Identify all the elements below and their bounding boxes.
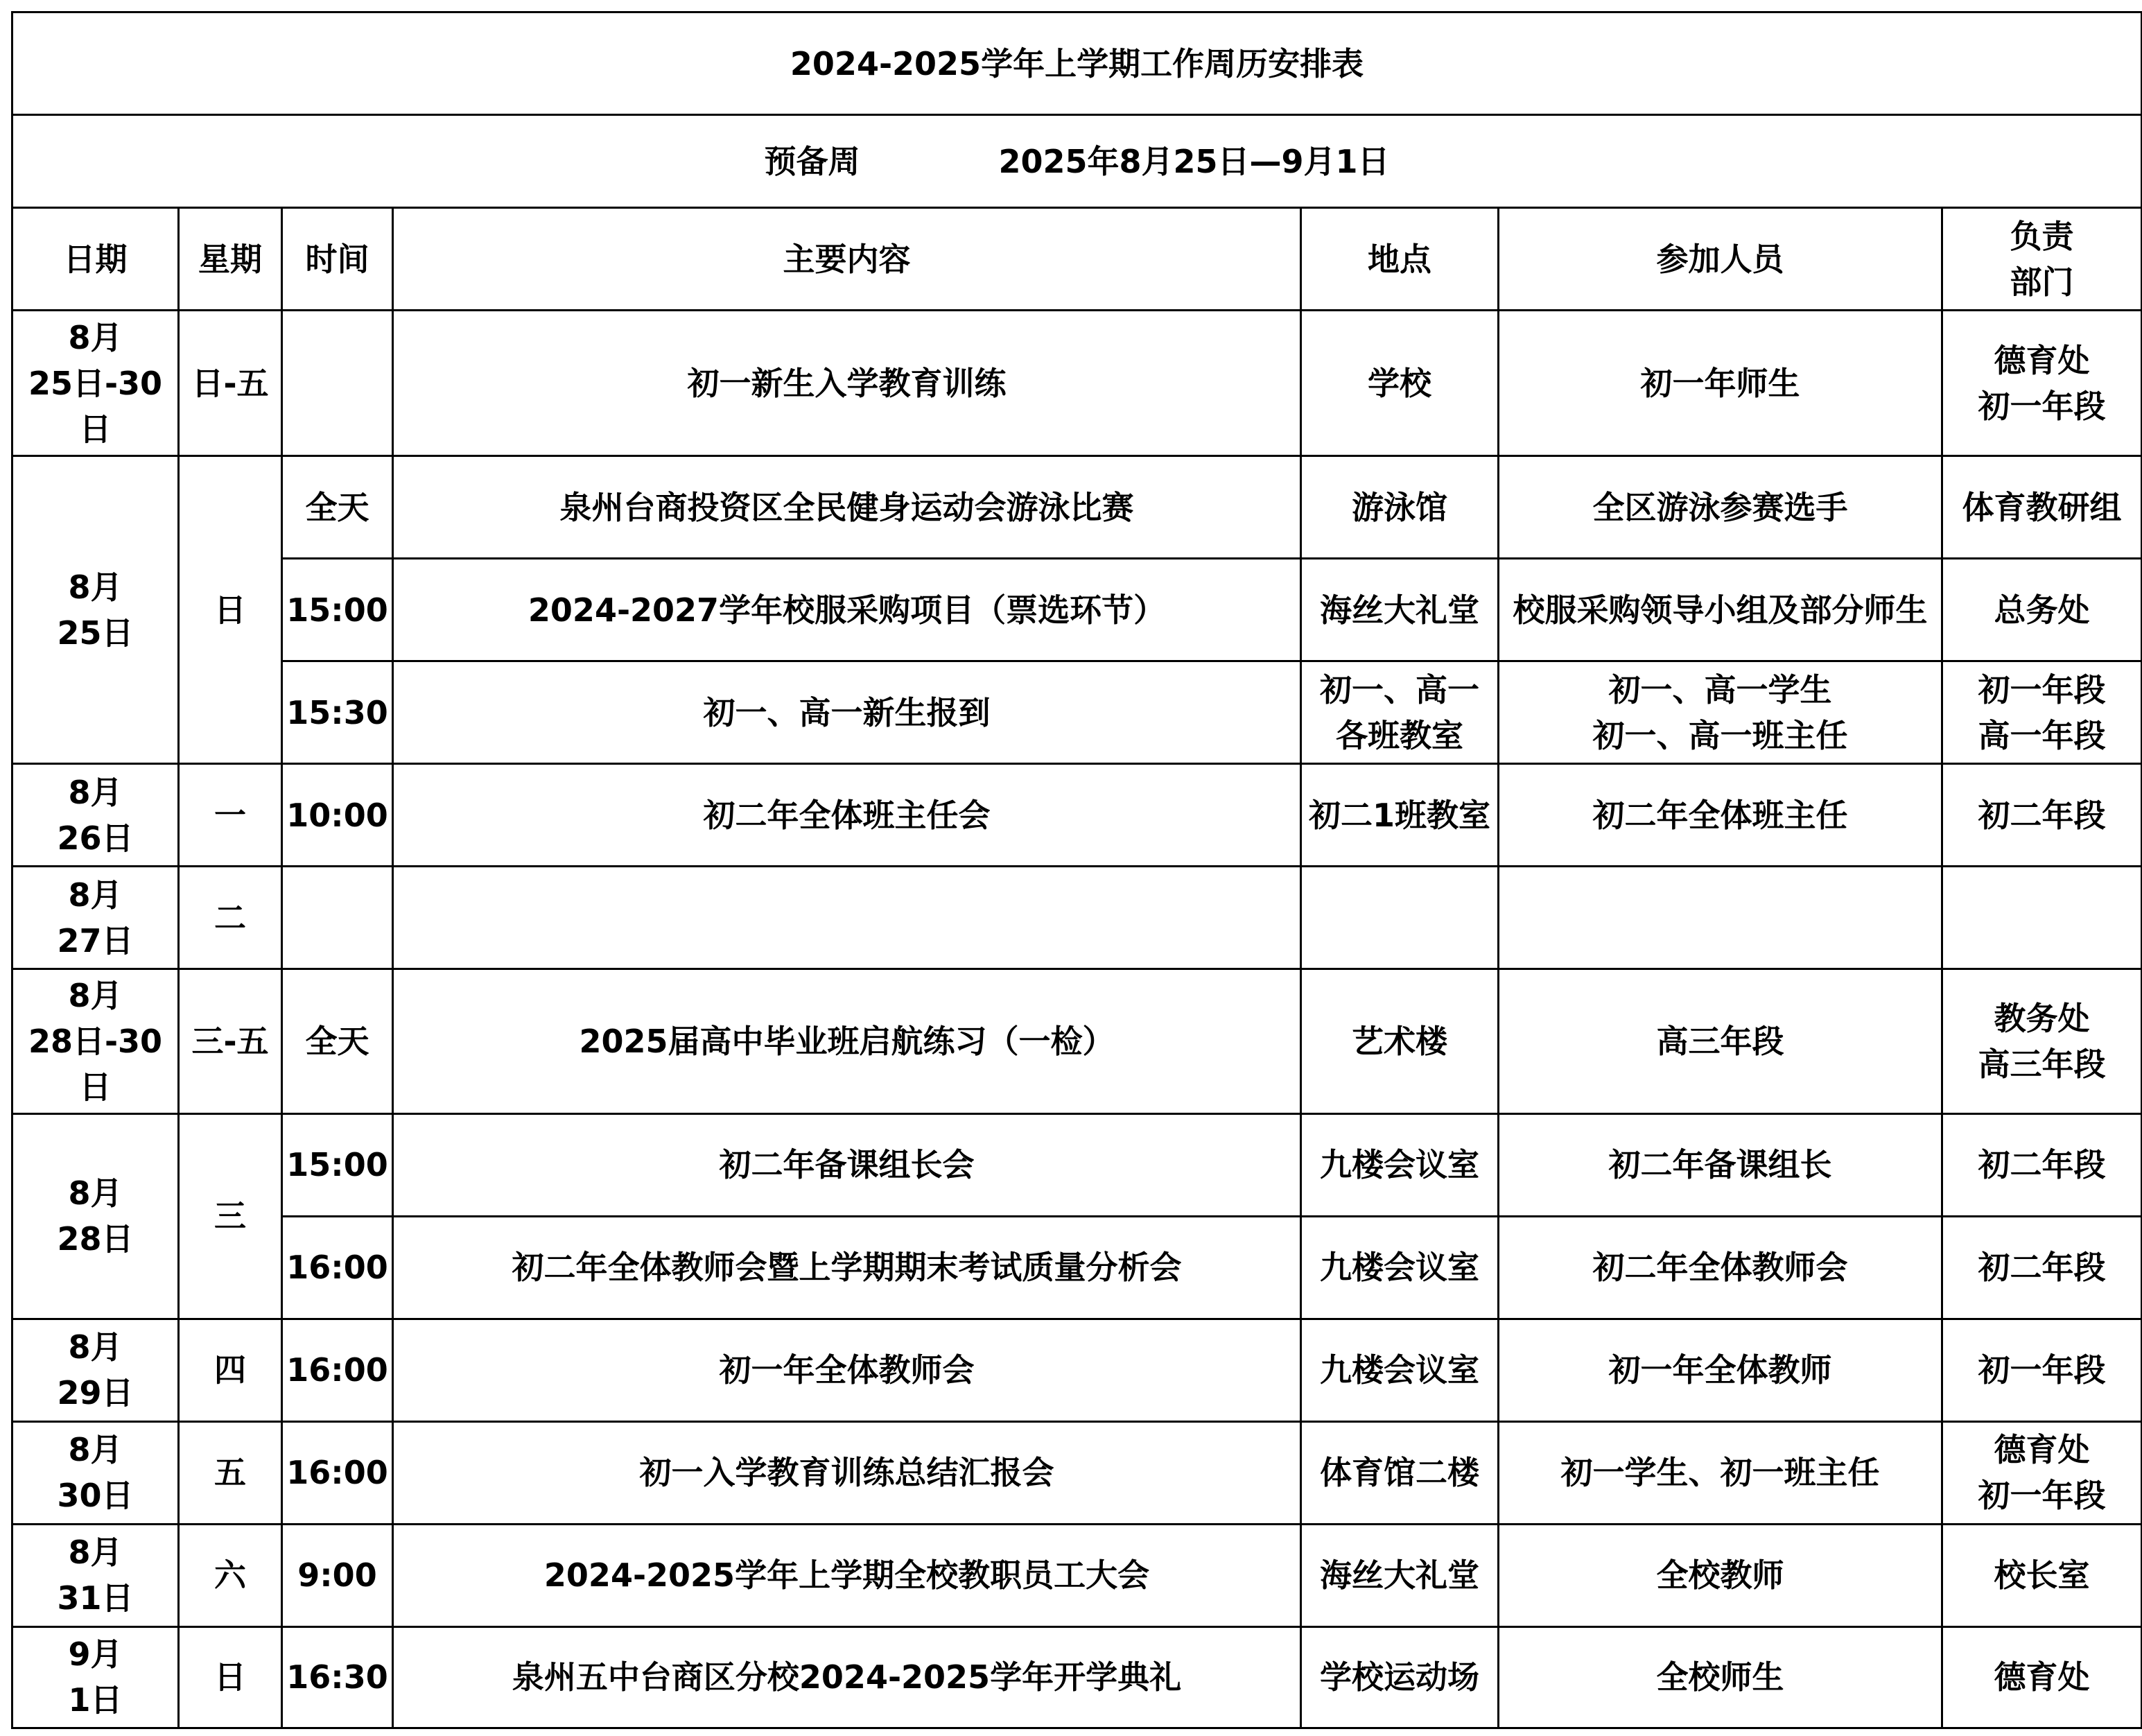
cell-participants: 全区游泳参赛选手 [1499, 456, 1942, 559]
table-row [12, 969, 2142, 1113]
table-row [12, 1113, 2142, 1216]
cell-participants [1499, 867, 1942, 969]
cell-weekday: 日 [179, 1626, 282, 1728]
cell-time: 全天 [282, 456, 393, 559]
cell-time: 16:00 [282, 1216, 393, 1319]
week-range: 2025年8月25日—9月1日 [998, 142, 1390, 180]
cell-participants: 高三年段 [1499, 969, 1942, 1113]
cell-place: 学校运动场 [1301, 1626, 1499, 1728]
cell-weekday: 日 [179, 456, 282, 764]
cell-dept: 体育教研组 [1942, 456, 2142, 559]
cell-dept: 初一年段 [1942, 1319, 2142, 1421]
cell-weekday: 五 [179, 1421, 282, 1524]
cell-weekday: 二 [179, 867, 282, 969]
header-weekday: 星期 [179, 208, 282, 311]
cell-dept: 校长室 [1942, 1524, 2142, 1626]
cell-content: 初二年备课组长会 [393, 1113, 1301, 1216]
cell-place: 九楼会议室 [1301, 1319, 1499, 1421]
cell-dept: 初二年段 [1942, 1113, 2142, 1216]
table-row [12, 1216, 2142, 1319]
cell-participants: 校服采购领导小组及部分师生 [1499, 559, 1942, 661]
cell-weekday: 三 [179, 1113, 282, 1319]
header-place: 地点 [1301, 208, 1499, 311]
cell-place: 初一、高一 各班教室 [1301, 661, 1499, 764]
cell-dept: 初一年段 高一年段 [1942, 661, 2142, 764]
cell-dept: 初二年段 [1942, 764, 2142, 867]
header-time: 时间 [282, 208, 393, 311]
cell-place: 体育馆二楼 [1301, 1421, 1499, 1524]
cell-time: 15:00 [282, 1113, 393, 1216]
cell-place: 海丝大礼堂 [1301, 1524, 1499, 1626]
table-row [12, 1626, 2142, 1728]
cell-participants: 初二年备课组长 [1499, 1113, 1942, 1216]
cell-time: 16:30 [282, 1626, 393, 1728]
cell-dept [1942, 867, 2142, 969]
cell-date: 8月 27日 [12, 867, 179, 969]
table-row [12, 1319, 2142, 1421]
cell-place: 九楼会议室 [1301, 1113, 1499, 1216]
week-info [12, 115, 2142, 208]
header-date: 日期 [12, 208, 179, 311]
cell-participants: 初一年全体教师 [1499, 1319, 1942, 1421]
cell-dept: 教务处 高三年段 [1942, 969, 2142, 1113]
cell-date: 9月 1日 [12, 1626, 179, 1728]
cell-date: 8月 28日-30 日 [12, 969, 179, 1113]
cell-weekday: 四 [179, 1319, 282, 1421]
cell-content: 初一入学教育训练总结汇报会 [393, 1421, 1301, 1524]
cell-date: 8月 31日 [12, 1524, 179, 1626]
cell-time [282, 311, 393, 456]
table-row [12, 1524, 2142, 1626]
cell-participants: 初二年全体班主任 [1499, 764, 1942, 867]
cell-place: 海丝大礼堂 [1301, 559, 1499, 661]
table-row [12, 559, 2142, 661]
cell-date: 8月 26日 [12, 764, 179, 867]
cell-time: 15:00 [282, 559, 393, 661]
cell-participants: 初一、高一学生 初一、高一班主任 [1499, 661, 1942, 764]
cell-dept: 总务处 [1942, 559, 2142, 661]
cell-content: 2025届高中毕业班启航练习（一检） [393, 969, 1301, 1113]
week-label: 预备周 [764, 142, 860, 180]
cell-time: 15:30 [282, 661, 393, 764]
header-content: 主要内容 [393, 208, 1301, 311]
cell-participants: 初一年师生 [1499, 311, 1942, 456]
cell-place: 初二1班教室 [1301, 764, 1499, 867]
cell-content: 初二年全体教师会暨上学期期末考试质量分析会 [393, 1216, 1301, 1319]
cell-participants: 全校师生 [1499, 1626, 1942, 1728]
cell-content: 泉州台商投资区全民健身运动会游泳比赛 [393, 456, 1301, 559]
cell-time: 10:00 [282, 764, 393, 867]
cell-time [282, 867, 393, 969]
cell-content: 2024-2025学年上学期全校教职员工大会 [393, 1524, 1301, 1626]
cell-content [393, 867, 1301, 969]
cell-weekday: 日-五 [179, 311, 282, 456]
cell-place: 艺术楼 [1301, 969, 1499, 1113]
cell-place [1301, 867, 1499, 969]
cell-weekday: 三-五 [179, 969, 282, 1113]
cell-time: 全天 [282, 969, 393, 1113]
table-row [12, 661, 2142, 764]
cell-content: 泉州五中台商区分校2024-2025学年开学典礼 [393, 1626, 1301, 1728]
cell-date: 8月 25日 [12, 456, 179, 764]
cell-weekday: 六 [179, 1524, 282, 1626]
cell-time: 16:00 [282, 1319, 393, 1421]
table-row [12, 1421, 2142, 1524]
cell-content: 初一、高一新生报到 [393, 661, 1301, 764]
cell-content: 初一新生入学教育训练 [393, 311, 1301, 456]
cell-participants: 初二年全体教师会 [1499, 1216, 1942, 1319]
header-participants: 参加人员 [1499, 208, 1942, 311]
cell-dept: 德育处 [1942, 1626, 2142, 1728]
table-row [12, 311, 2142, 456]
cell-weekday: 一 [179, 764, 282, 867]
cell-place: 九楼会议室 [1301, 1216, 1499, 1319]
cell-dept: 德育处 初一年段 [1942, 1421, 2142, 1524]
week-row [12, 115, 2142, 208]
page-title: 2024-2025学年上学期工作周历安排表 [12, 12, 2142, 115]
cell-date: 8月 28日 [12, 1113, 179, 1319]
cell-content: 2024-2027学年校服采购项目（票选环节） [393, 559, 1301, 661]
cell-dept: 初二年段 [1942, 1216, 2142, 1319]
title-row [12, 12, 2142, 115]
cell-date: 8月 25日-30 日 [12, 311, 179, 456]
cell-participants: 初一学生、初一班主任 [1499, 1421, 1942, 1524]
table-row [12, 764, 2142, 867]
cell-date: 8月 29日 [12, 1319, 179, 1421]
cell-participants: 全校教师 [1499, 1524, 1942, 1626]
cell-dept: 德育处 初一年段 [1942, 311, 2142, 456]
header-dept: 负责 部门 [1942, 208, 2142, 311]
cell-place: 游泳馆 [1301, 456, 1499, 559]
schedule-table [11, 11, 2142, 1729]
cell-time: 16:00 [282, 1421, 393, 1524]
cell-date: 8月 30日 [12, 1421, 179, 1524]
cell-content: 初一年全体教师会 [393, 1319, 1301, 1421]
table-row [12, 867, 2142, 969]
header-row [12, 208, 2142, 311]
cell-content: 初二年全体班主任会 [393, 764, 1301, 867]
cell-time: 9:00 [282, 1524, 393, 1626]
cell-place: 学校 [1301, 311, 1499, 456]
table-row [12, 456, 2142, 559]
